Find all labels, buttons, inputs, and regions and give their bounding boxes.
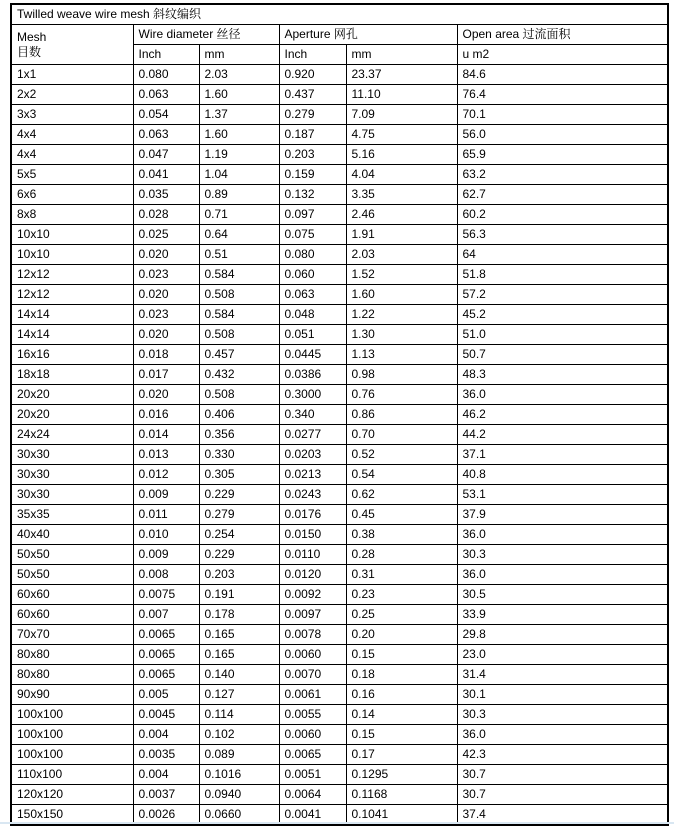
value-cell: 0.0203 bbox=[279, 445, 346, 465]
value-cell: 0.45 bbox=[346, 505, 457, 525]
value-cell: 0.080 bbox=[133, 65, 199, 85]
value-cell: 0.047 bbox=[133, 145, 199, 165]
table-row bbox=[11, 105, 668, 125]
value-cell: 0.097 bbox=[279, 205, 346, 225]
value-cell: 0.060 bbox=[279, 265, 346, 285]
value-cell: 0.0386 bbox=[279, 365, 346, 385]
table-row bbox=[11, 285, 668, 305]
mesh-cell: 70x70 bbox=[11, 625, 133, 645]
mesh-cell: 110x100 bbox=[11, 765, 133, 785]
value-cell: 0.191 bbox=[199, 585, 279, 605]
value-cell: 0.0060 bbox=[279, 725, 346, 745]
mesh-cell: 6x6 bbox=[11, 185, 133, 205]
value-cell: 2.46 bbox=[346, 205, 457, 225]
value-cell: 0.0097 bbox=[279, 605, 346, 625]
value-cell: 1.37 bbox=[199, 105, 279, 125]
value-cell: 11.10 bbox=[346, 85, 457, 105]
table-row bbox=[11, 425, 668, 445]
value-cell: 29.8 bbox=[457, 625, 668, 645]
header-row-groups bbox=[11, 25, 668, 45]
value-cell: 0.54 bbox=[346, 465, 457, 485]
mesh-cell: 30x30 bbox=[11, 465, 133, 485]
value-cell: 0.76 bbox=[346, 385, 457, 405]
value-cell: 37.1 bbox=[457, 445, 668, 465]
value-cell: 0.229 bbox=[199, 545, 279, 565]
value-cell: 84.6 bbox=[457, 65, 668, 85]
table-row bbox=[11, 505, 668, 525]
value-cell: 57.2 bbox=[457, 285, 668, 305]
table-row bbox=[11, 605, 668, 625]
table-row bbox=[11, 485, 668, 505]
value-cell: 4.04 bbox=[346, 165, 457, 185]
value-cell: 0.86 bbox=[346, 405, 457, 425]
table-row bbox=[11, 325, 668, 345]
table-row bbox=[11, 345, 668, 365]
mesh-cell: 14x14 bbox=[11, 325, 133, 345]
value-cell: 0.1168 bbox=[346, 785, 457, 805]
value-cell: 0.330 bbox=[199, 445, 279, 465]
header-wire-mm: mm bbox=[199, 45, 279, 65]
value-cell: 0.51 bbox=[199, 245, 279, 265]
mesh-cell: 35x35 bbox=[11, 505, 133, 525]
value-cell: 1.60 bbox=[199, 85, 279, 105]
value-cell: 1.22 bbox=[346, 305, 457, 325]
value-cell: 0.051 bbox=[279, 325, 346, 345]
value-cell: 0.0065 bbox=[133, 665, 199, 685]
value-cell: 37.4 bbox=[457, 805, 668, 826]
value-cell: 0.017 bbox=[133, 365, 199, 385]
value-cell: 0.52 bbox=[346, 445, 457, 465]
value-cell: 64 bbox=[457, 245, 668, 265]
value-cell: 0.15 bbox=[346, 645, 457, 665]
value-cell: 1.19 bbox=[199, 145, 279, 165]
value-cell: 0.165 bbox=[199, 625, 279, 645]
value-cell: 0.0150 bbox=[279, 525, 346, 545]
value-cell: 0.17 bbox=[346, 745, 457, 765]
value-cell: 76.4 bbox=[457, 85, 668, 105]
table-row bbox=[11, 185, 668, 205]
value-cell: 0.340 bbox=[279, 405, 346, 425]
value-cell: 0.18 bbox=[346, 665, 457, 685]
mesh-cell: 5x5 bbox=[11, 165, 133, 185]
table-row bbox=[11, 65, 668, 85]
value-cell: 50.7 bbox=[457, 345, 668, 365]
value-cell: 0.0070 bbox=[279, 665, 346, 685]
table-header bbox=[11, 4, 668, 65]
value-cell: 0.70 bbox=[346, 425, 457, 445]
mesh-cell: 150x150 bbox=[11, 805, 133, 826]
value-cell: 62.7 bbox=[457, 185, 668, 205]
table-row bbox=[11, 585, 668, 605]
value-cell: 3.35 bbox=[346, 185, 457, 205]
value-cell: 51.8 bbox=[457, 265, 668, 285]
value-cell: 0.025 bbox=[133, 225, 199, 245]
value-cell: 1.13 bbox=[346, 345, 457, 365]
value-cell: 0.018 bbox=[133, 345, 199, 365]
value-cell: 60.2 bbox=[457, 205, 668, 225]
header-wire-diameter: Wire diameter 丝径 bbox=[133, 25, 279, 45]
value-cell: 0.20 bbox=[346, 625, 457, 645]
value-cell: 36.0 bbox=[457, 565, 668, 585]
mesh-cell: 120x120 bbox=[11, 785, 133, 805]
mesh-cell: 100x100 bbox=[11, 705, 133, 725]
value-cell: 30.3 bbox=[457, 545, 668, 565]
table-row bbox=[11, 125, 668, 145]
value-cell: 30.5 bbox=[457, 585, 668, 605]
value-cell: 4.75 bbox=[346, 125, 457, 145]
value-cell: 0.14 bbox=[346, 705, 457, 725]
value-cell: 56.0 bbox=[457, 125, 668, 145]
table-row bbox=[11, 645, 668, 665]
table-row bbox=[11, 625, 668, 645]
table-row bbox=[11, 545, 668, 565]
value-cell: 30.1 bbox=[457, 685, 668, 705]
value-cell: 0.178 bbox=[199, 605, 279, 625]
value-cell: 0.89 bbox=[199, 185, 279, 205]
mesh-cell: 18x18 bbox=[11, 365, 133, 385]
value-cell: 48.3 bbox=[457, 365, 668, 385]
value-cell: 1.60 bbox=[346, 285, 457, 305]
value-cell: 0.15 bbox=[346, 725, 457, 745]
mesh-cell: 10x10 bbox=[11, 225, 133, 245]
value-cell: 0.0277 bbox=[279, 425, 346, 445]
header-open-area: Open area 过流面积 bbox=[457, 25, 668, 45]
value-cell: 0.279 bbox=[199, 505, 279, 525]
table-row bbox=[11, 465, 668, 485]
value-cell: 0.0445 bbox=[279, 345, 346, 365]
value-cell: 0.508 bbox=[199, 285, 279, 305]
value-cell: 0.014 bbox=[133, 425, 199, 445]
value-cell: 0.0092 bbox=[279, 585, 346, 605]
mesh-cell: 80x80 bbox=[11, 665, 133, 685]
value-cell: 0.009 bbox=[133, 545, 199, 565]
value-cell: 23.0 bbox=[457, 645, 668, 665]
value-cell: 37.9 bbox=[457, 505, 668, 525]
value-cell: 0.0061 bbox=[279, 685, 346, 705]
mesh-cell: 24x24 bbox=[11, 425, 133, 445]
value-cell: 0.009 bbox=[133, 485, 199, 505]
mesh-cell: 40x40 bbox=[11, 525, 133, 545]
mesh-cell: 8x8 bbox=[11, 205, 133, 225]
value-cell: 0.063 bbox=[133, 125, 199, 145]
value-cell: 5.16 bbox=[346, 145, 457, 165]
value-cell: 0.028 bbox=[133, 205, 199, 225]
value-cell: 0.063 bbox=[279, 285, 346, 305]
mesh-cell: 2x2 bbox=[11, 85, 133, 105]
value-cell: 40.8 bbox=[457, 465, 668, 485]
mesh-cell: 80x80 bbox=[11, 645, 133, 665]
table-row bbox=[11, 565, 668, 585]
value-cell: 0.71 bbox=[199, 205, 279, 225]
mesh-cell: 60x60 bbox=[11, 585, 133, 605]
mesh-cell: 4x4 bbox=[11, 125, 133, 145]
value-cell: 0.023 bbox=[133, 305, 199, 325]
value-cell: 45.2 bbox=[457, 305, 668, 325]
mesh-cell: 100x100 bbox=[11, 745, 133, 765]
value-cell: 0.1295 bbox=[346, 765, 457, 785]
value-cell: 0.279 bbox=[279, 105, 346, 125]
value-cell: 0.0045 bbox=[133, 705, 199, 725]
table-row bbox=[11, 205, 668, 225]
value-cell: 30.3 bbox=[457, 705, 668, 725]
value-cell: 0.054 bbox=[133, 105, 199, 125]
value-cell: 0.0243 bbox=[279, 485, 346, 505]
value-cell: 65.9 bbox=[457, 145, 668, 165]
table-body bbox=[11, 65, 668, 826]
value-cell: 0.229 bbox=[199, 485, 279, 505]
value-cell: 0.102 bbox=[199, 725, 279, 745]
header-open-area-unit: u m2 bbox=[457, 45, 668, 65]
value-cell: 23.37 bbox=[346, 65, 457, 85]
value-cell: 0.0176 bbox=[279, 505, 346, 525]
value-cell: 0.020 bbox=[133, 385, 199, 405]
mesh-cell: 3x3 bbox=[11, 105, 133, 125]
value-cell: 0.127 bbox=[199, 685, 279, 705]
value-cell: 0.1041 bbox=[346, 805, 457, 826]
value-cell: 1.91 bbox=[346, 225, 457, 245]
table-row bbox=[11, 725, 668, 745]
value-cell: 0.457 bbox=[199, 345, 279, 365]
mesh-cell: 20x20 bbox=[11, 385, 133, 405]
table-row bbox=[11, 785, 668, 805]
value-cell: 1.60 bbox=[199, 125, 279, 145]
value-cell: 63.2 bbox=[457, 165, 668, 185]
value-cell: 1.04 bbox=[199, 165, 279, 185]
value-cell: 0.089 bbox=[199, 745, 279, 765]
value-cell: 0.012 bbox=[133, 465, 199, 485]
value-cell: 0.584 bbox=[199, 305, 279, 325]
value-cell: 30.7 bbox=[457, 785, 668, 805]
value-cell: 0.004 bbox=[133, 725, 199, 745]
value-cell: 0.0055 bbox=[279, 705, 346, 725]
mesh-cell: 4x4 bbox=[11, 145, 133, 165]
table-row bbox=[11, 265, 668, 285]
table-row bbox=[11, 165, 668, 185]
mesh-cell: 16x16 bbox=[11, 345, 133, 365]
header-mesh bbox=[11, 25, 133, 65]
value-cell: 0.0065 bbox=[133, 625, 199, 645]
value-cell: 0.203 bbox=[279, 145, 346, 165]
value-cell: 42.3 bbox=[457, 745, 668, 765]
table-row bbox=[11, 765, 668, 785]
value-cell: 0.020 bbox=[133, 325, 199, 345]
value-cell: 0.203 bbox=[199, 565, 279, 585]
value-cell: 0.0075 bbox=[133, 585, 199, 605]
table-row bbox=[11, 445, 668, 465]
value-cell: 2.03 bbox=[346, 245, 457, 265]
value-cell: 0.508 bbox=[199, 325, 279, 345]
value-cell: 36.0 bbox=[457, 725, 668, 745]
value-cell: 0.004 bbox=[133, 765, 199, 785]
value-cell: 36.0 bbox=[457, 385, 668, 405]
table-row bbox=[11, 405, 668, 425]
mesh-cell: 30x30 bbox=[11, 445, 133, 465]
table-row bbox=[11, 305, 668, 325]
value-cell: 0.356 bbox=[199, 425, 279, 445]
value-cell: 7.09 bbox=[346, 105, 457, 125]
mesh-cell: 1x1 bbox=[11, 65, 133, 85]
value-cell: 0.035 bbox=[133, 185, 199, 205]
value-cell: 0.584 bbox=[199, 265, 279, 285]
value-cell: 0.920 bbox=[279, 65, 346, 85]
value-cell: 0.080 bbox=[279, 245, 346, 265]
value-cell: 36.0 bbox=[457, 525, 668, 545]
value-cell: 53.1 bbox=[457, 485, 668, 505]
value-cell: 0.132 bbox=[279, 185, 346, 205]
value-cell: 33.9 bbox=[457, 605, 668, 625]
value-cell: 0.16 bbox=[346, 685, 457, 705]
value-cell: 0.0120 bbox=[279, 565, 346, 585]
mesh-cell: 12x12 bbox=[11, 265, 133, 285]
value-cell: 0.406 bbox=[199, 405, 279, 425]
value-cell: 0.0078 bbox=[279, 625, 346, 645]
value-cell: 0.38 bbox=[346, 525, 457, 545]
table-row bbox=[11, 225, 668, 245]
value-cell: 0.0110 bbox=[279, 545, 346, 565]
value-cell: 0.0940 bbox=[199, 785, 279, 805]
value-cell: 56.3 bbox=[457, 225, 668, 245]
mesh-cell: 100x100 bbox=[11, 725, 133, 745]
table-row bbox=[11, 525, 668, 545]
value-cell: 0.016 bbox=[133, 405, 199, 425]
mesh-cell: 12x12 bbox=[11, 285, 133, 305]
table-row bbox=[11, 705, 668, 725]
value-cell: 0.165 bbox=[199, 645, 279, 665]
mesh-cell: 10x10 bbox=[11, 245, 133, 265]
value-cell: 0.0660 bbox=[199, 805, 279, 826]
title-row bbox=[11, 4, 668, 25]
value-cell: 0.007 bbox=[133, 605, 199, 625]
value-cell: 0.0065 bbox=[279, 745, 346, 765]
value-cell: 2.03 bbox=[199, 65, 279, 85]
value-cell: 0.25 bbox=[346, 605, 457, 625]
value-cell: 0.140 bbox=[199, 665, 279, 685]
table-row bbox=[11, 85, 668, 105]
header-aperture-inch: Inch bbox=[279, 45, 346, 65]
table-row bbox=[11, 745, 668, 765]
header-aperture-mm: mm bbox=[346, 45, 457, 65]
mesh-cell: 30x30 bbox=[11, 485, 133, 505]
value-cell: 46.2 bbox=[457, 405, 668, 425]
table-row bbox=[11, 245, 668, 265]
header-aperture: Aperture 网孔 bbox=[279, 25, 457, 45]
mesh-cell: 90x90 bbox=[11, 685, 133, 705]
value-cell: 0.0035 bbox=[133, 745, 199, 765]
value-cell: 0.0060 bbox=[279, 645, 346, 665]
header-mesh-cn: 目数 bbox=[17, 44, 42, 59]
value-cell: 0.0065 bbox=[133, 645, 199, 665]
value-cell: 51.0 bbox=[457, 325, 668, 345]
table-row bbox=[11, 145, 668, 165]
value-cell: 0.62 bbox=[346, 485, 457, 505]
value-cell: 0.437 bbox=[279, 85, 346, 105]
value-cell: 0.432 bbox=[199, 365, 279, 385]
value-cell: 0.1016 bbox=[199, 765, 279, 785]
page-edge-line bbox=[0, 822, 674, 824]
value-cell: 70.1 bbox=[457, 105, 668, 125]
value-cell: 0.0064 bbox=[279, 785, 346, 805]
value-cell: 1.30 bbox=[346, 325, 457, 345]
header-mesh-en: Mesh bbox=[17, 30, 47, 45]
table-row bbox=[11, 365, 668, 385]
mesh-cell: 50x50 bbox=[11, 565, 133, 585]
table-row bbox=[11, 685, 668, 705]
value-cell: 0.98 bbox=[346, 365, 457, 385]
value-cell: 0.023 bbox=[133, 265, 199, 285]
value-cell: 0.305 bbox=[199, 465, 279, 485]
value-cell: 0.0051 bbox=[279, 765, 346, 785]
value-cell: 0.114 bbox=[199, 705, 279, 725]
mesh-cell: 50x50 bbox=[11, 545, 133, 565]
value-cell: 0.0213 bbox=[279, 465, 346, 485]
table-row bbox=[11, 665, 668, 685]
value-cell: 44.2 bbox=[457, 425, 668, 445]
table-row bbox=[11, 385, 668, 405]
value-cell: 0.3000 bbox=[279, 385, 346, 405]
value-cell: 1.52 bbox=[346, 265, 457, 285]
value-cell: 0.0041 bbox=[279, 805, 346, 826]
value-cell: 0.159 bbox=[279, 165, 346, 185]
mesh-cell: 60x60 bbox=[11, 605, 133, 625]
mesh-cell: 14x14 bbox=[11, 305, 133, 325]
value-cell: 0.008 bbox=[133, 565, 199, 585]
value-cell: 0.048 bbox=[279, 305, 346, 325]
value-cell: 0.23 bbox=[346, 585, 457, 605]
value-cell: 0.013 bbox=[133, 445, 199, 465]
mesh-cell: 20x20 bbox=[11, 405, 133, 425]
value-cell: 0.0026 bbox=[133, 805, 199, 826]
value-cell: 0.508 bbox=[199, 385, 279, 405]
value-cell: 0.28 bbox=[346, 545, 457, 565]
value-cell: 0.020 bbox=[133, 245, 199, 265]
value-cell: 0.075 bbox=[279, 225, 346, 245]
value-cell: 0.254 bbox=[199, 525, 279, 545]
value-cell: 0.041 bbox=[133, 165, 199, 185]
table-title: Twilled weave wire mesh 斜纹编织 bbox=[11, 4, 668, 25]
value-cell: 0.010 bbox=[133, 525, 199, 545]
value-cell: 0.64 bbox=[199, 225, 279, 245]
value-cell: 0.063 bbox=[133, 85, 199, 105]
header-wire-inch: Inch bbox=[133, 45, 199, 65]
value-cell: 0.011 bbox=[133, 505, 199, 525]
value-cell: 0.31 bbox=[346, 565, 457, 585]
value-cell: 0.0037 bbox=[133, 785, 199, 805]
value-cell: 0.020 bbox=[133, 285, 199, 305]
value-cell: 30.7 bbox=[457, 765, 668, 785]
wire-mesh-spec-table bbox=[10, 3, 669, 826]
value-cell: 0.005 bbox=[133, 685, 199, 705]
value-cell: 31.4 bbox=[457, 665, 668, 685]
value-cell: 0.187 bbox=[279, 125, 346, 145]
